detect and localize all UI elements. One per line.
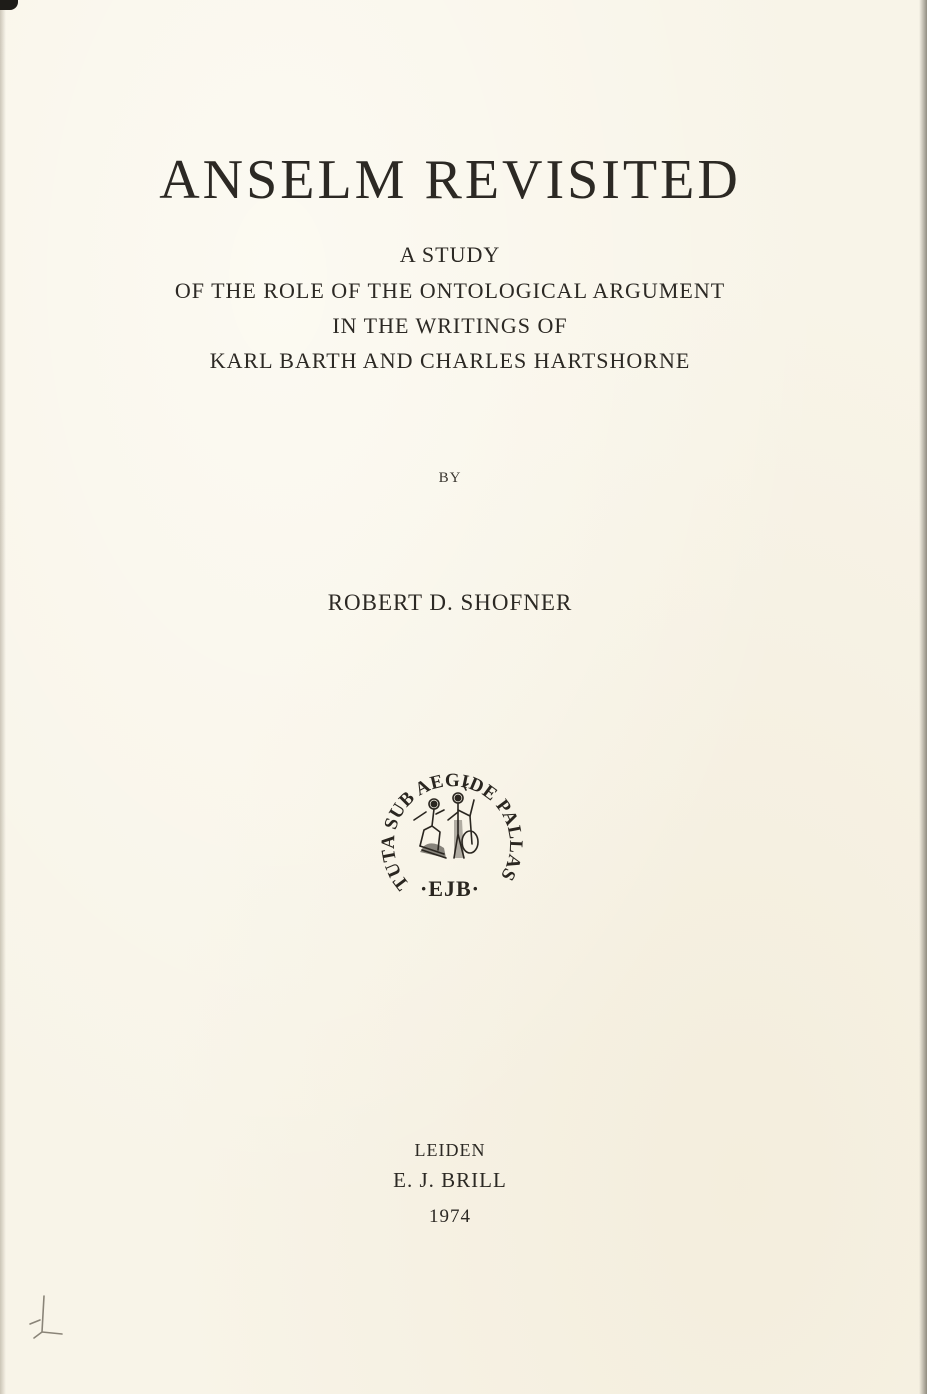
subtitle-line-3: IN THE WRITINGS OF — [332, 313, 568, 338]
imprint-place: LEIDEN — [414, 1140, 486, 1160]
publisher-device-emblem — [374, 760, 526, 910]
corner-mark — [0, 0, 18, 10]
subtitle-line-2: OF THE ROLE OF THE ONTOLOGICAL ARGUMENT — [174, 278, 726, 303]
subtitle-line-4: KARL BARTH AND CHARLES HARTSHORNE — [209, 348, 691, 373]
book-title: ANSELM REVISITED — [159, 149, 741, 211]
page-edge-right — [919, 0, 927, 1394]
author-name: ROBERT D. SHOFNER — [327, 590, 573, 615]
pencil-mark — [26, 1292, 76, 1352]
imprint-year: 1974 — [429, 1206, 471, 1227]
svg-text:·EJB·: ·EJB· — [419, 876, 481, 901]
imprint-publisher: E. J. BRILL — [393, 1168, 507, 1192]
subtitle-line-1: A STUDY — [399, 242, 501, 267]
svg-text:TUTA SUB AEGIDE PALLAS: TUTA SUB AEGIDE PALLAS — [377, 770, 526, 894]
by-label: BY — [438, 470, 462, 486]
